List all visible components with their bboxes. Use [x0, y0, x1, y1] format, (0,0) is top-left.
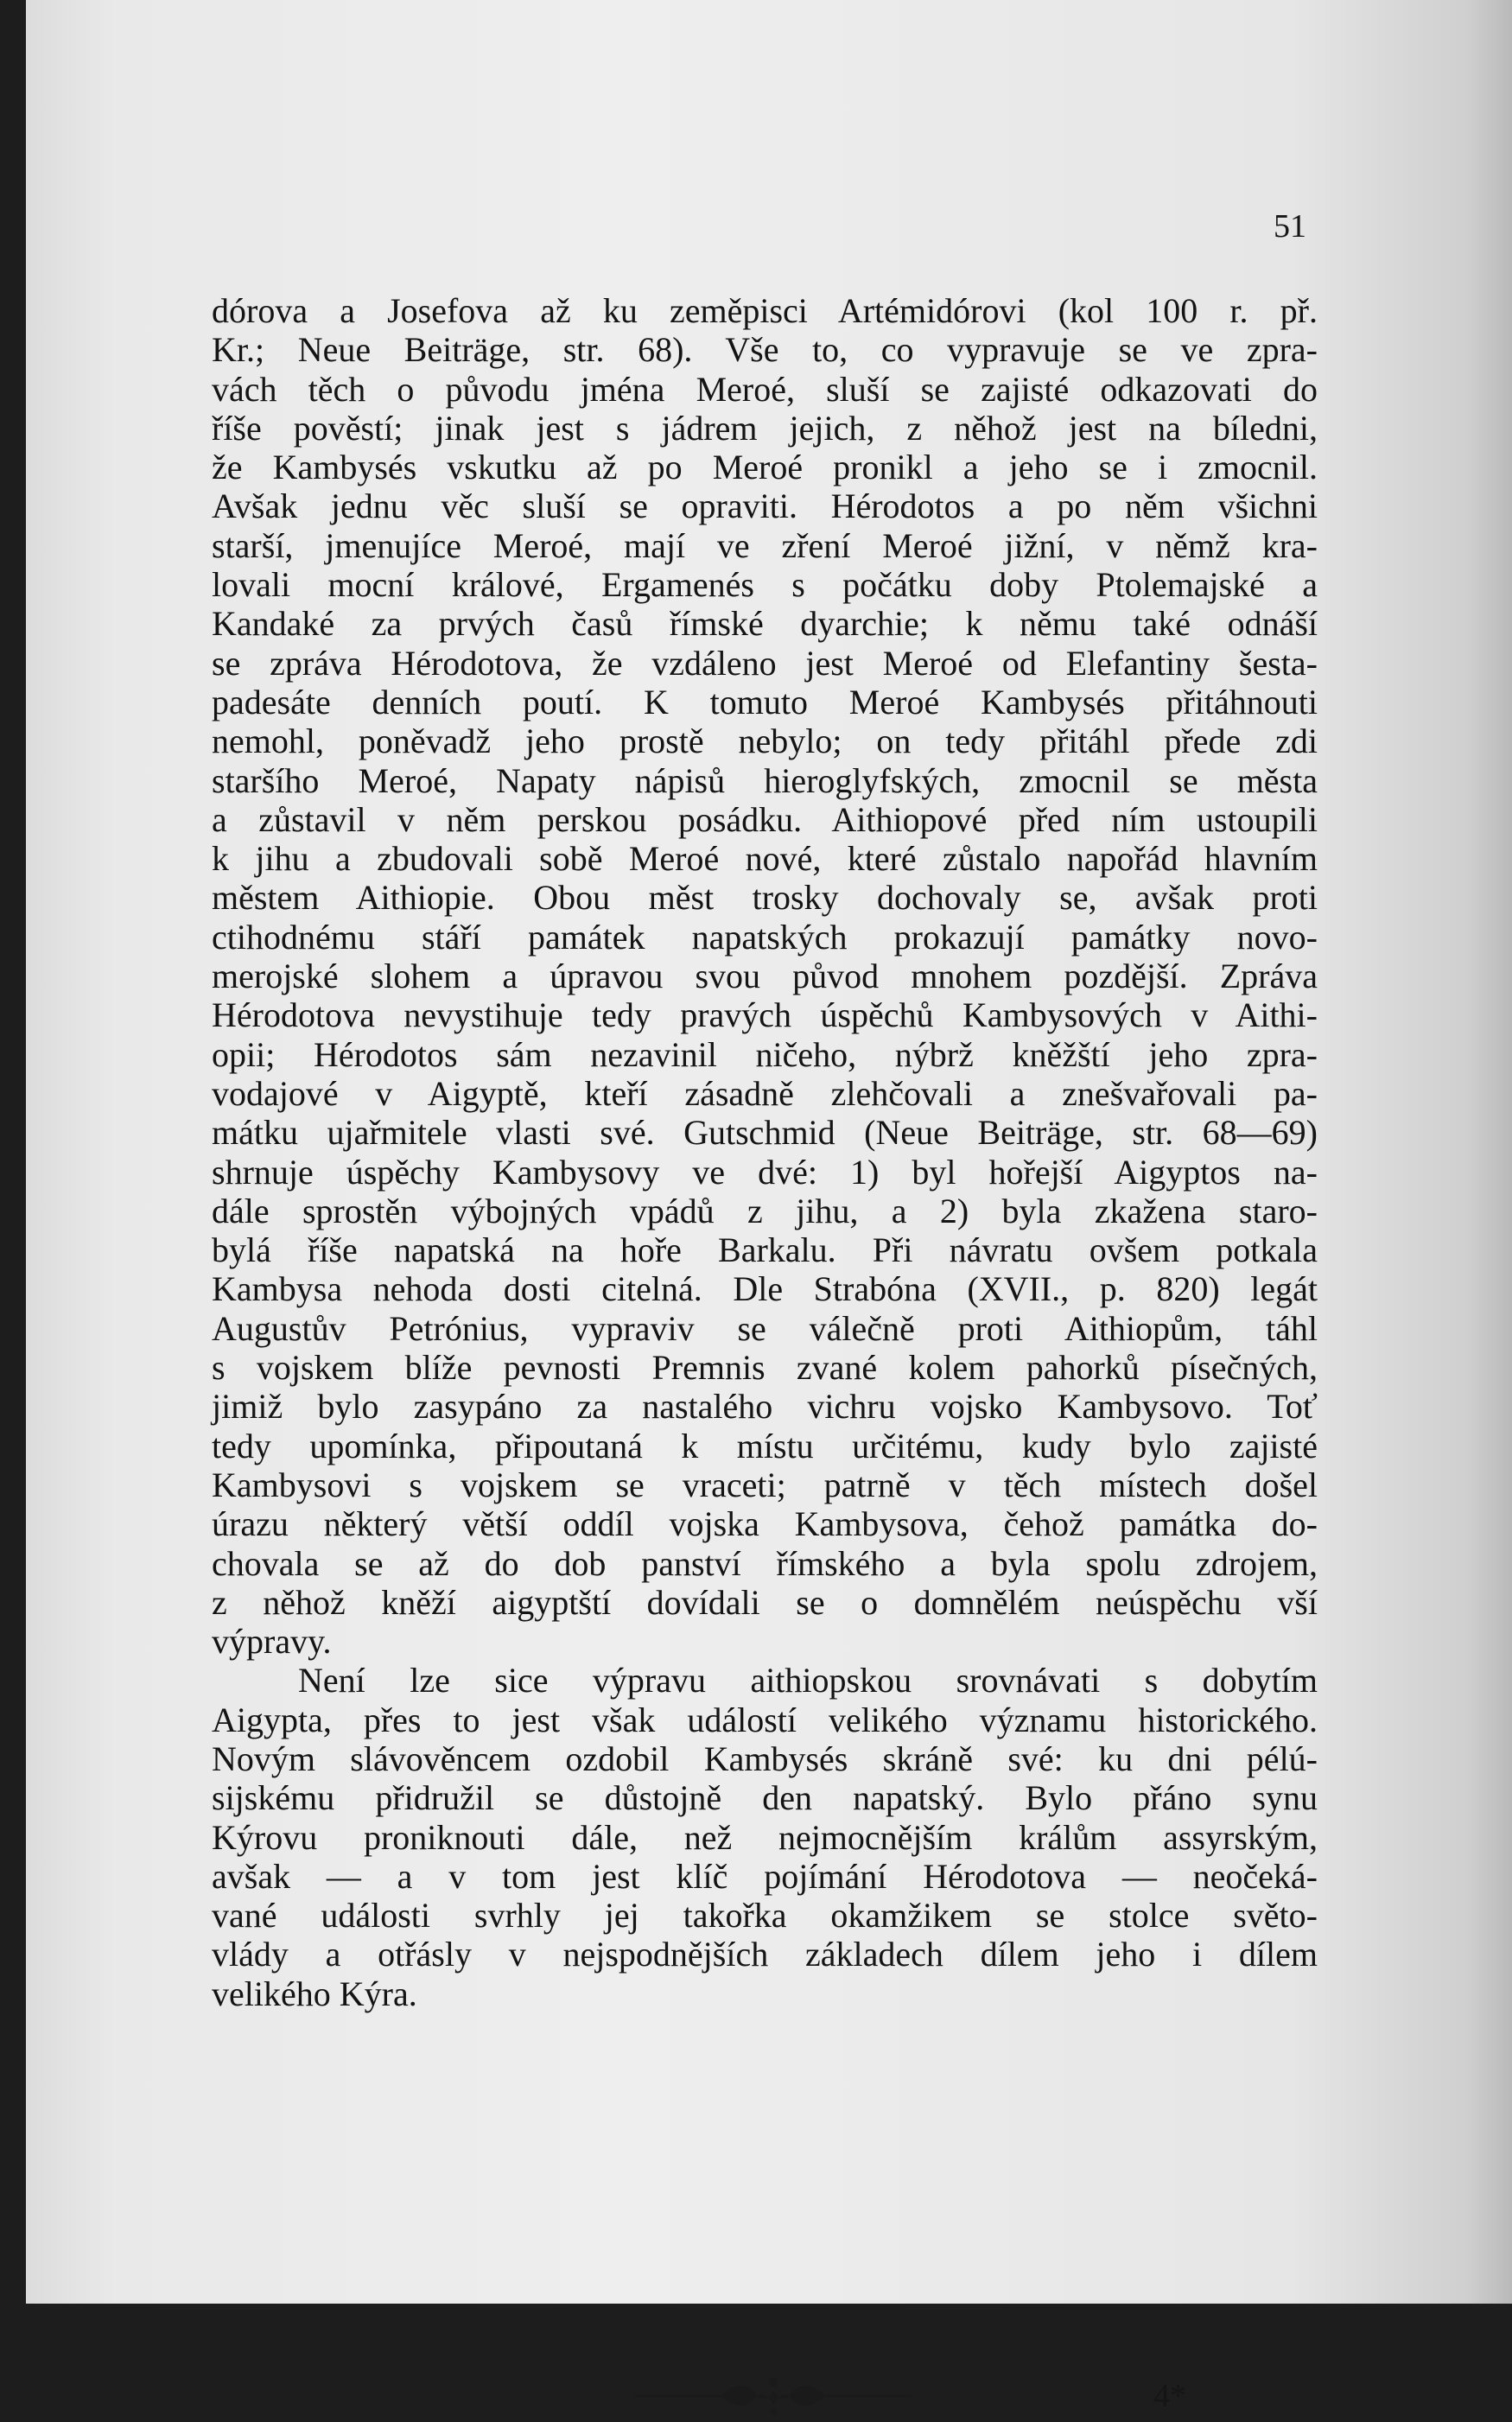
ornament-divider-icon [635, 2370, 912, 2422]
text-line: tedy upomínka, připoutaná k místu určitému, kudy bylo zajisté [212, 1426, 1318, 1465]
text-line: chovala se až do dob panství římského a byla spolu zdrojem, [212, 1543, 1318, 1583]
text-line: Aigypta, přes to jest však událostí velikého významu historického. [212, 1700, 1318, 1739]
text-line: starší, jmenujíce Meroé, mají ve zření Meroé jižní, v němž kra- [212, 525, 1318, 565]
text-line: Kambysovi s vojskem se vraceti; patrně v těch místech došel [212, 1465, 1318, 1504]
text-line: s vojskem blíže pevnosti Premnis zvané kolem pahorků písečných, [212, 1348, 1318, 1388]
text-line: z něhož kněží aigyptští dovídali se o domnělém neúspěchu vší [212, 1582, 1318, 1622]
text-line: Kýrovu proniknouti dále, než nejmocnějším králům assyrským, [212, 1817, 1318, 1857]
text-line: vách těch o původu jména Meroé, sluší se zajisté odkazovati do [212, 369, 1318, 409]
text-line: Kr.; Neue Beiträge, str. 68). Vše to, co vypravuje se ve zpra- [212, 330, 1318, 370]
text-line: nemohl, poněvadž jeho prostě nebylo; on tedy přitáhl přede zdi [212, 722, 1318, 761]
signature-mark: 4* [1153, 2378, 1186, 2414]
text-line: úrazu některý větší oddíl vojska Kambysova, čehož památka do- [212, 1504, 1318, 1544]
text-line: bylá říše napatská na hoře Barkalu. Při návratu ovšem potkala [212, 1230, 1318, 1270]
text-line: se zpráva Hérodotova, že vzdáleno jest Meroé od Elefantiny šesta- [212, 643, 1318, 683]
text-line: avšak — a v tom jest klíč pojímání Hérodotova — neočeká- [212, 1856, 1318, 1896]
text-line: dórova a Josefova až ku zeměpisci Artémidórovi (kol 100 r. př. [212, 291, 1318, 330]
text-line: vodajové v Aigyptě, kteří zásadně zlehčovali a znešvařovali pa- [212, 1073, 1318, 1113]
text-line: sijskému přidružil se důstojně den napatský. Bylo přáno synu [212, 1778, 1318, 1818]
text-line: výpravy. [212, 1622, 332, 1662]
body-text [212, 291, 1318, 2013]
text-line: Hérodotova nevystihuje tedy pravých úspěchů Kambysových v Aithi- [212, 995, 1318, 1035]
text-line: říše pověstí; jinak jest s jádrem jejich, z něhož jest na bíledni, [212, 408, 1318, 448]
text-line: že Kambysés vskutku až po Meroé pronikl a jeho se i zmocnil. [212, 448, 1318, 487]
text-line: Avšak jednu věc sluší se opraviti. Hérodotos a po něm všichni [212, 486, 1318, 526]
text-line: mátku ujařmitele vlasti své. Gutschmid (Neue Beiträge, str. 68—69) [212, 1113, 1318, 1153]
text-line: ctihodnému stáří památek napatských prokazují památky novo- [212, 917, 1318, 957]
page-footer [635, 2370, 1326, 2422]
text-line: merojské slohem a úpravou svou původ mnohem pozdější. Zpráva [212, 957, 1318, 996]
text-line: městem Aithiopie. Obou měst trosky dochovaly se, avšak proti [212, 878, 1318, 918]
text-line: velikého Kýra. [212, 1974, 417, 2013]
text-line: k jihu a zbudovali sobě Meroé nové, které zůstalo napořád hlavním [212, 839, 1318, 879]
text-line: jimiž bylo zasypáno za nastalého vichru vojsko Kambysovo. Toť [212, 1387, 1318, 1427]
page-number: 51 [1274, 208, 1306, 245]
text-line: opii; Hérodotos sám nezavinil ničeho, nýbrž kněžští jeho zpra- [212, 1034, 1318, 1074]
paragraph-2 [212, 1661, 1318, 2013]
text-line: vané události svrhly jej takořka okamžikem se stolce světo- [212, 1896, 1318, 1936]
text-line: a zůstavil v něm perskou posádku. Aithiopové před ním ustoupili [212, 799, 1318, 839]
text-line: Kambysa nehoda dosti citelná. Dle Strabóna (XVII., p. 820) legát [212, 1269, 1318, 1309]
text-line: Augustův Petrónius, vypraviv se válečně proti Aithiopům, táhl [212, 1308, 1318, 1348]
text-line: vlády a otřásly v nejspodnějších základech dílem jeho i dílem [212, 1935, 1318, 1974]
paragraph-1 [212, 291, 1318, 1661]
text-line: dále sprostěn výbojných vpádů z jihu, a 2) byla zkažena staro- [212, 1191, 1318, 1230]
text-line: shrnuje úspěchy Kambysovy ve dvé: 1) byl hořejší Aigyptos na- [212, 1152, 1318, 1192]
text-line: Kandaké za prvých časů římské dyarchie; k němu také odnáší [212, 604, 1318, 644]
text-line: Novým slávověncem ozdobil Kambysés skráně své: ku dni pélú- [212, 1739, 1318, 1778]
book-page [26, 0, 1512, 2414]
text-line: Není lze sice výpravu aithiopskou srovnávati s dobytím [298, 1661, 1318, 1700]
text-line: lovali mocní králové, Ergamenés s počátku doby Ptolemajské a [212, 565, 1318, 605]
text-line: padesáte denních poutí. K tomuto Meroé Kambysés přitáhnouti [212, 682, 1318, 722]
text-line: staršího Meroé, Napaty nápisů hieroglyfských, zmocnil se města [212, 760, 1318, 800]
